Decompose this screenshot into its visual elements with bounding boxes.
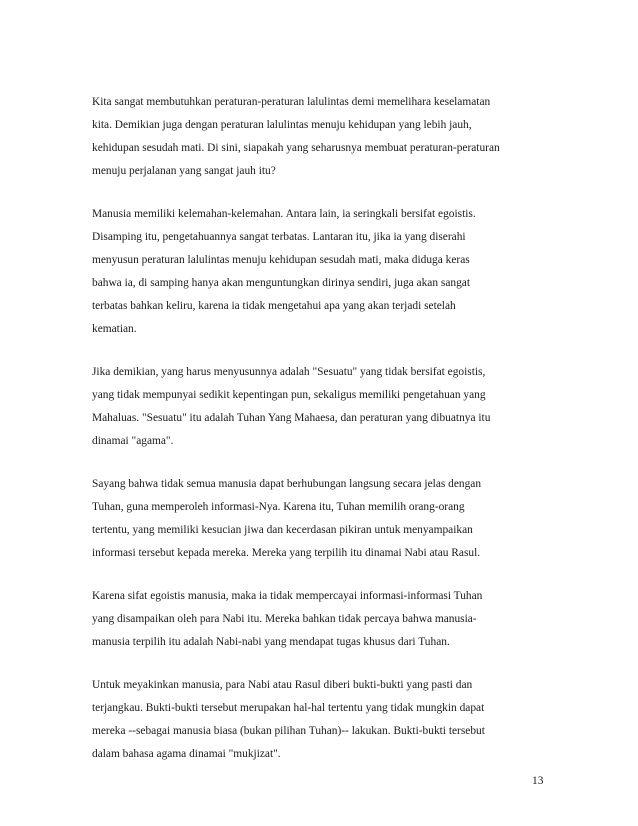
- text-line: manusia terpilih itu adalah Nabi-nabi yang mendapat tugas khusus dari Tuhan.: [92, 636, 450, 648]
- text-line: Mahaluas. "Sesuatu" itu adalah Tuhan Yang Mahaesa, dan peraturan yang dibuatnya itu: [92, 412, 491, 424]
- paragraph-6: [92, 674, 552, 766]
- paragraph-2: [92, 203, 552, 341]
- page-number: 13: [532, 775, 544, 787]
- text-line: kematian.: [92, 323, 137, 335]
- text-line: Untuk meyakinkan manusia, para Nabi atau Rasul diberi bukti-bukti yang pasti dan: [92, 679, 473, 691]
- text-line: terjangkau. Bukti-bukti tersebut merupakan hal-hal tertentu yang tidak mungkin dapat: [92, 702, 485, 714]
- text-line: Karena sifat egoistis manusia, maka ia tidak mempercayai informasi-informasi Tuhan: [92, 590, 483, 602]
- text-line: menuju perjalanan yang sangat jauh itu?: [92, 165, 276, 177]
- text-line: terbatas bahkan keliru, karena ia tidak mengetahui apa yang akan terjadi setelah: [92, 300, 456, 312]
- text-line: kehidupan sesudah mati. Di sini, siapakah yang seharusnya membuat peraturan-peraturan: [92, 142, 500, 154]
- text-line: yang tidak mempunyai sedikit kepentingan pun, sekaligus memiliki pengetahuan yang: [92, 389, 486, 401]
- text-line: informasi tersebut kepada mereka. Mereka yang terpilih itu dinamai Nabi atau Rasul.: [92, 547, 481, 559]
- text-line: yang disampaikan oleh para Nabi itu. Mereka bahkan tidak percaya bahwa manusia-: [92, 613, 477, 625]
- text-line: dalam bahasa agama dinamai "mukjizat".: [92, 748, 281, 760]
- text-line: Kita sangat membutuhkan peraturan-peraturan lalulintas demi memelihara keselamatan: [92, 96, 491, 108]
- paragraph-1: [92, 91, 552, 183]
- body-text: [92, 91, 552, 786]
- text-line: Manusia memiliki kelemahan-kelemahan. Antara lain, ia seringkali bersifat egoistis.: [92, 208, 476, 220]
- text-line: kita. Demikian juga dengan peraturan lalulintas menuju kehidupan yang lebih jauh,: [92, 119, 472, 131]
- text-line: Jika demikian, yang harus menyusunnya adalah "Sesuatu" yang tidak bersifat egoistis,: [92, 366, 486, 378]
- text-line: menyusun peraturan lalulintas menuju kehidupan sesudah mati, maka diduga keras: [92, 254, 470, 266]
- text-line: Disamping itu, pengetahuannya sangat terbatas. Lantaran itu, jika ia yang diserahi: [92, 231, 466, 243]
- paragraph-3: [92, 361, 552, 453]
- text-line: tertentu, yang memiliki kesucian jiwa dan kecerdasan pikiran untuk menyampaikan: [92, 524, 473, 536]
- text-line: mereka --sebagai manusia biasa (bukan pilihan Tuhan)-- lakukan. Bukti-bukti tersebut: [92, 725, 485, 737]
- text-line: Tuhan, guna memperoleh informasi-Nya. Karena itu, Tuhan memilih orang-orang: [92, 501, 465, 513]
- text-line: Sayang bahwa tidak semua manusia dapat berhubungan langsung secara jelas dengan: [92, 478, 482, 490]
- text-line: dinamai "agama".: [92, 435, 174, 447]
- paragraph-5: [92, 585, 552, 654]
- text-line: bahwa ia, di samping hanya akan menguntungkan dirinya sendiri, juga akan sangat: [92, 277, 470, 289]
- paragraph-4: [92, 473, 552, 565]
